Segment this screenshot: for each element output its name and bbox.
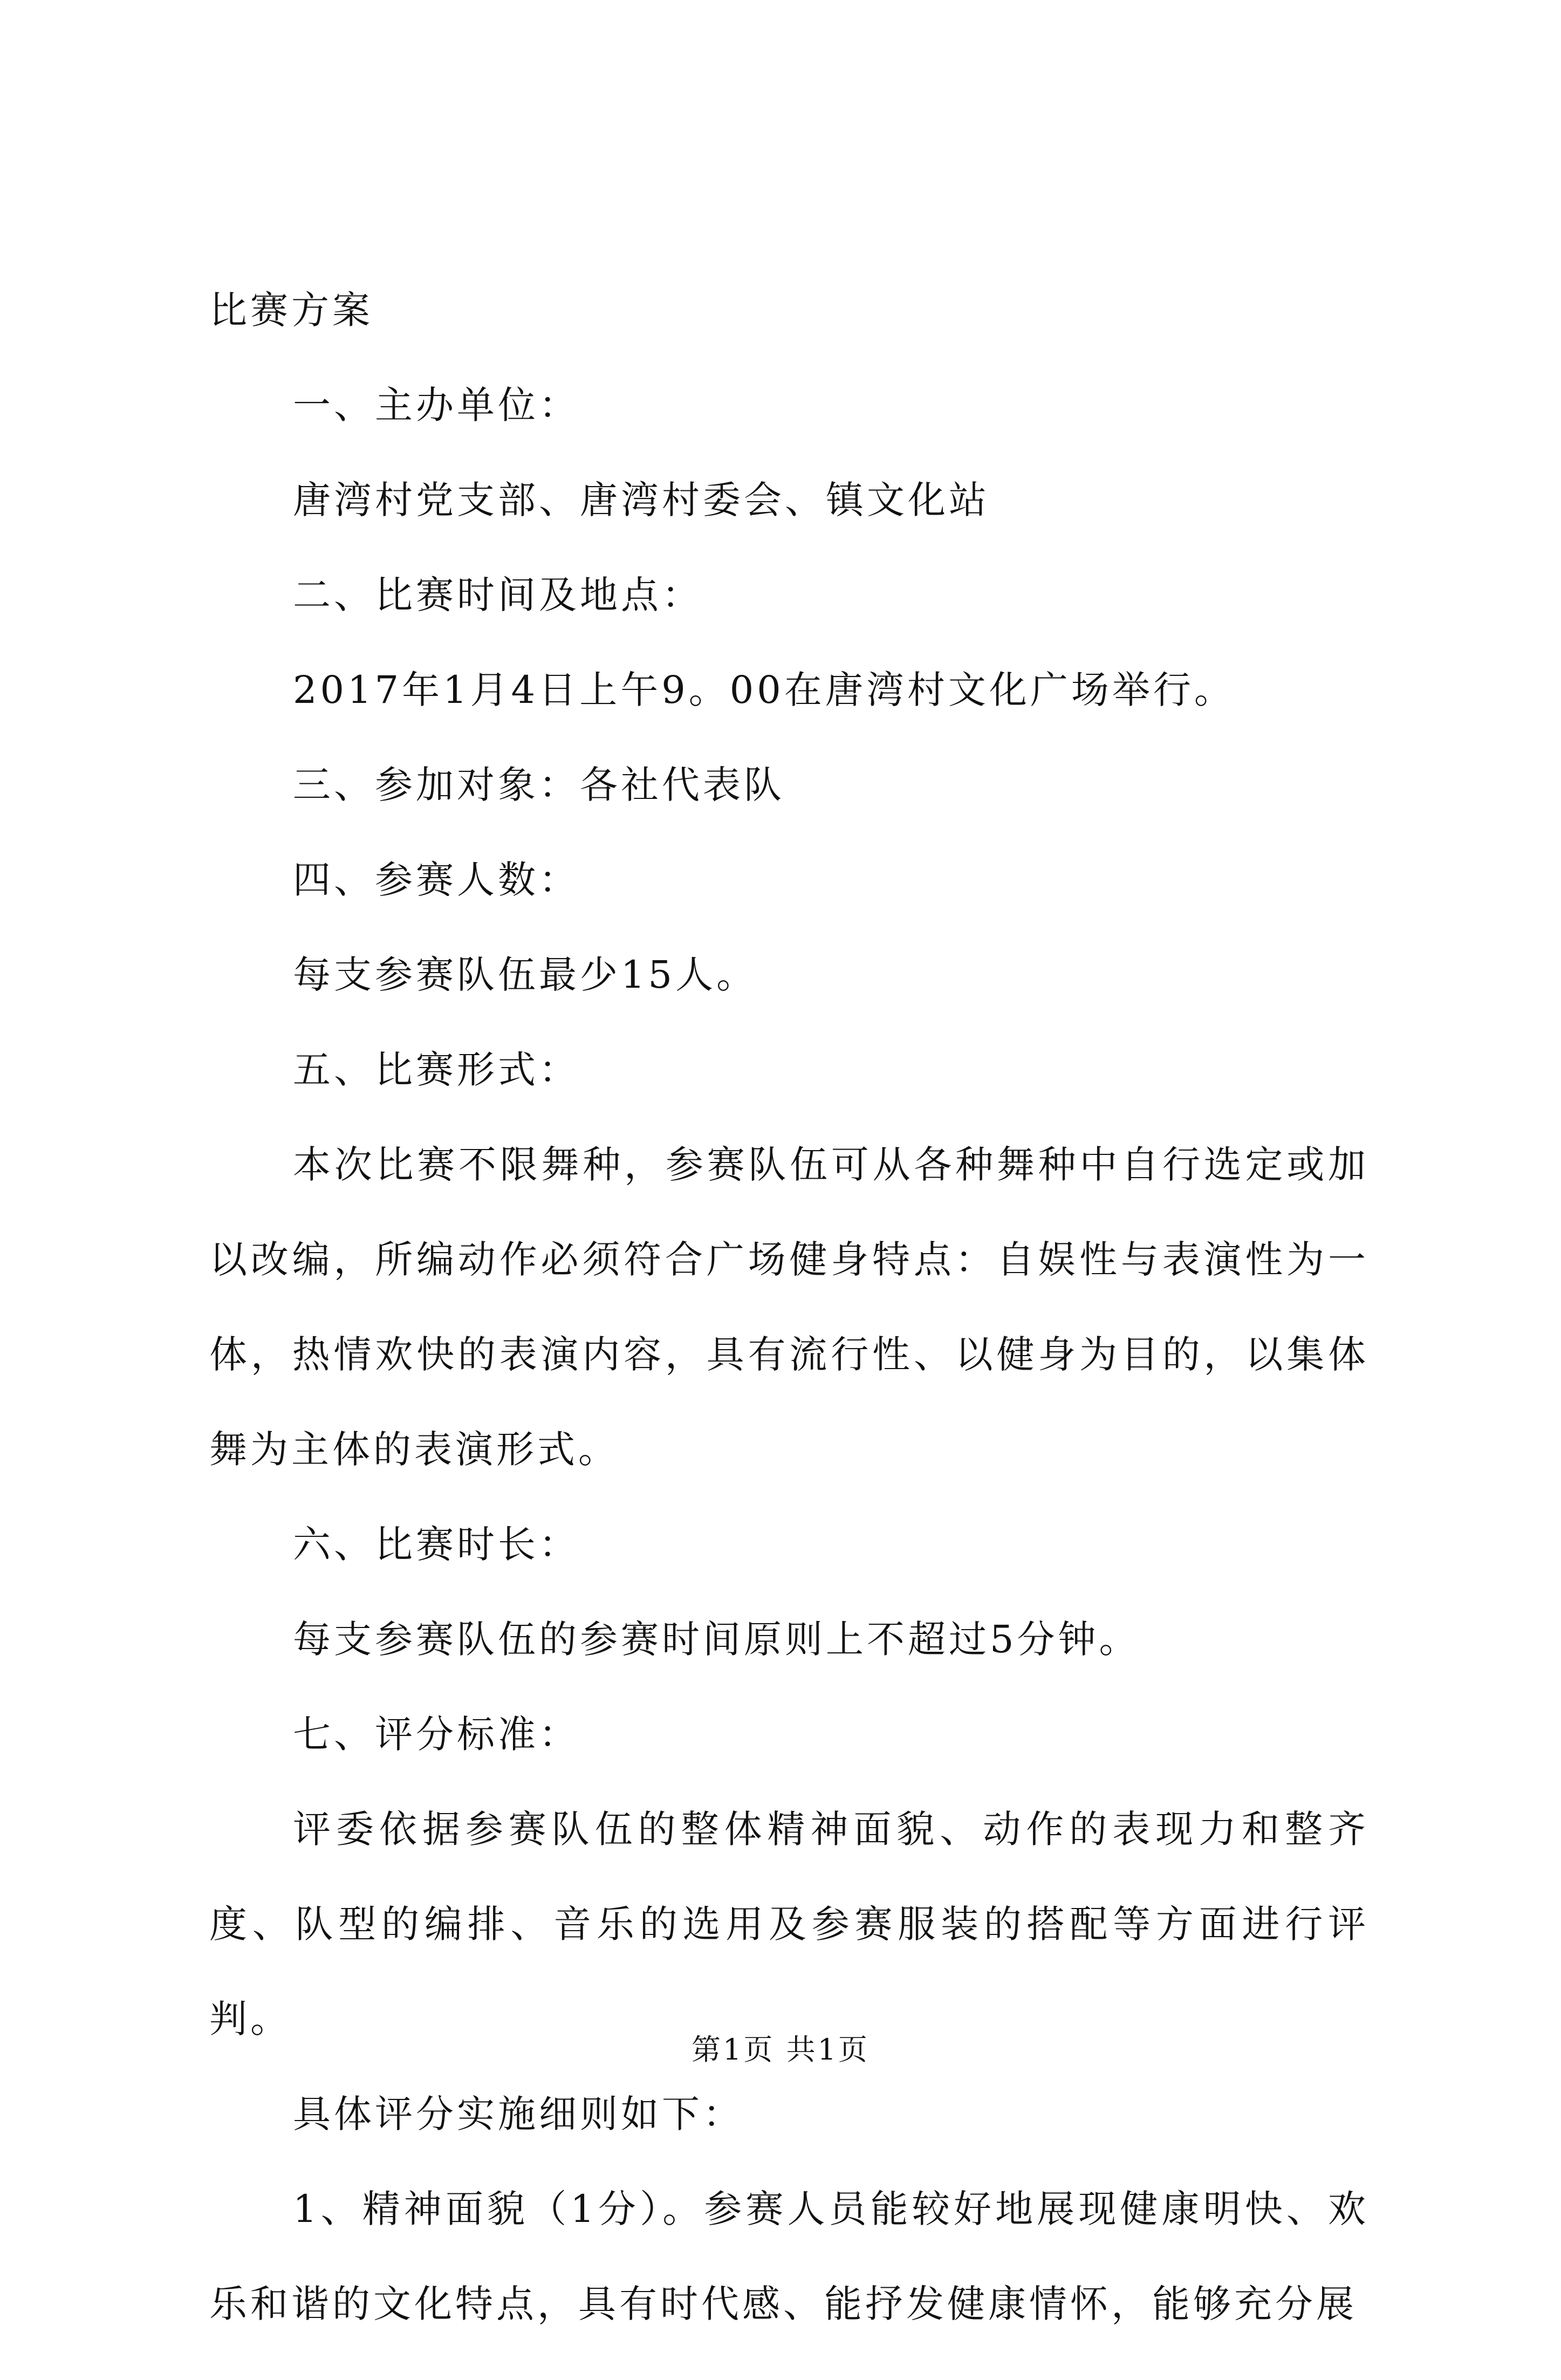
detail-item: 1、精神面貌（1分）。参赛人员能较好地展现健康明快、欢乐和谐的文化特点，具有时代感、能抒发健康情怀，能够充分展	[209, 2187, 1369, 2326]
section-heading: 一、主办单位：	[293, 383, 580, 427]
section-paragraph: 评委依据参赛队伍的整体精神面貌、动作的表现力和整齐度、队型的编排、音乐的选用及参赛服装的搭配等方面进行评判。	[209, 1807, 1369, 2041]
section-heading: 六、比赛时长：	[293, 1522, 580, 1567]
section-heading: 五、比赛形式：	[293, 1048, 580, 1092]
section-heading: 三、参加对象：各社代表队	[293, 763, 785, 807]
section-body: 唐湾村党支部、唐湾村委会、镇文化站	[293, 478, 990, 522]
section-body: 每支参赛队伍的参赛时间原则上不超过5分钟。	[293, 1617, 1140, 1661]
page-footer: 第1页 共1页	[692, 2033, 869, 2067]
document-title: 比赛方案	[209, 288, 373, 332]
detail-intro: 具体评分实施细则如下：	[293, 2092, 744, 2136]
section-heading: 四、参赛人数：	[293, 858, 580, 902]
section-body: 每支参赛队伍最少15人。	[293, 953, 758, 997]
section-body: 2017年1月4日上午9。00在唐湾村文化广场举行。	[293, 668, 1235, 712]
section-heading: 二、比赛时间及地点：	[293, 573, 703, 617]
document-body	[209, 288, 1369, 2380]
section-paragraph: 本次比赛不限舞种，参赛队伍可从各种舞种中自行选定或加以改编，所编动作必须符合广场健身特点：自娱性与表演性为一体，热情欢快的表演内容，具有流行性、以健身为目的，以集体舞为主体的表演形式。	[209, 1143, 1369, 1472]
section-heading: 七、评分标准：	[293, 1712, 580, 1756]
